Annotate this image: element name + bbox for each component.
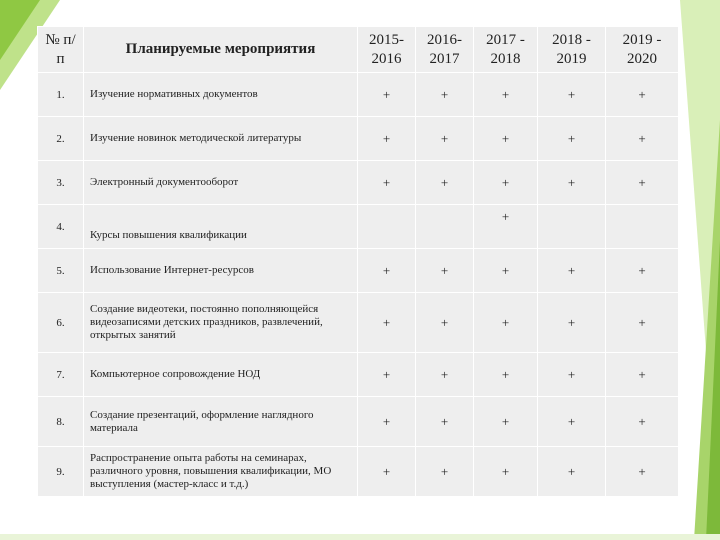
row-event: Изучение нормативных документов: [84, 73, 358, 117]
row-mark: +: [538, 397, 606, 447]
row-mark: +: [606, 249, 679, 293]
header-year-3: 2017 - 2018: [474, 27, 538, 73]
row-num: 8.: [38, 397, 84, 447]
row-mark: +: [538, 353, 606, 397]
row-mark: [416, 205, 474, 249]
row-event: Изучение новинок методической литературы: [84, 117, 358, 161]
row-mark: +: [416, 73, 474, 117]
row-mark: +: [416, 293, 474, 353]
row-event: Создание презентаций, оформление наглядного материала: [84, 397, 358, 447]
row-mark: +: [358, 353, 416, 397]
row-mark: +: [416, 447, 474, 497]
row-mark: +: [538, 117, 606, 161]
row-event: Электронный документооборот: [84, 161, 358, 205]
row-mark: +: [538, 161, 606, 205]
plan-table: [37, 26, 679, 497]
header-year-5: 2019 - 2020: [606, 27, 679, 73]
row-mark: +: [358, 117, 416, 161]
row-mark: +: [474, 161, 538, 205]
row-event: Создание видеотеки, постоянно пополняющейся видеозаписями детских праздников, развлечений, открытых занятий: [84, 293, 358, 353]
row-event: Распространение опыта работы на семинарах, различного уровня, повышения квалификации, МО выступления (мастер-класс и т.д.): [84, 447, 358, 497]
row-mark: +: [606, 353, 679, 397]
header-year-2: 2016-2017: [416, 27, 474, 73]
table-row: [38, 117, 679, 161]
row-mark: +: [474, 293, 538, 353]
table-row: [38, 249, 679, 293]
row-mark: +: [416, 117, 474, 161]
row-mark: +: [606, 293, 679, 353]
row-mark: +: [538, 249, 606, 293]
row-mark: +: [606, 161, 679, 205]
header-row: [38, 27, 679, 73]
row-mark: +: [358, 293, 416, 353]
row-mark: +: [474, 117, 538, 161]
row-mark: +: [358, 249, 416, 293]
row-mark: [538, 205, 606, 249]
row-mark: +: [474, 447, 538, 497]
row-mark: +: [416, 161, 474, 205]
row-num: 4.: [38, 205, 84, 249]
header-num: № п/п: [38, 27, 84, 73]
row-event: Курсы повышения квалификации: [84, 205, 358, 249]
row-mark: +: [358, 447, 416, 497]
row-mark: +: [606, 117, 679, 161]
table-row: [38, 397, 679, 447]
table-row: [38, 353, 679, 397]
row-num: 6.: [38, 293, 84, 353]
row-event: Компьютерное сопровождение НОД: [84, 353, 358, 397]
row-mark: +: [606, 447, 679, 497]
row-mark: +: [606, 73, 679, 117]
row-mark: +: [358, 397, 416, 447]
row-mark: +: [538, 447, 606, 497]
table-row: [38, 447, 679, 497]
row-num: 9.: [38, 447, 84, 497]
row-mark: +: [358, 73, 416, 117]
row-num: 7.: [38, 353, 84, 397]
row-num: 2.: [38, 117, 84, 161]
row-mark: +: [416, 353, 474, 397]
row-mark: +: [474, 353, 538, 397]
row-mark: +: [474, 397, 538, 447]
table-row: [38, 293, 679, 353]
table-row: [38, 73, 679, 117]
row-mark: +: [358, 161, 416, 205]
plan-table-container: [37, 26, 678, 497]
row-mark: +: [538, 293, 606, 353]
row-mark: +: [474, 205, 538, 249]
row-num: 5.: [38, 249, 84, 293]
row-mark: +: [474, 249, 538, 293]
header-year-1: 2015-2016: [358, 27, 416, 73]
row-mark: +: [474, 73, 538, 117]
bottom-decoration: [0, 534, 720, 540]
row-event: Использование Интернет-ресурсов: [84, 249, 358, 293]
table-row: [38, 205, 679, 249]
table-row: [38, 161, 679, 205]
row-mark: [358, 205, 416, 249]
row-mark: +: [416, 397, 474, 447]
side-decoration-3: [706, 240, 720, 540]
row-mark: [606, 205, 679, 249]
corner-decoration-dark: [0, 0, 40, 60]
header-event: Планируемые мероприятия: [84, 27, 358, 73]
row-mark: +: [606, 397, 679, 447]
row-mark: +: [538, 73, 606, 117]
row-num: 1.: [38, 73, 84, 117]
row-mark: +: [416, 249, 474, 293]
row-num: 3.: [38, 161, 84, 205]
header-year-4: 2018 - 2019: [538, 27, 606, 73]
